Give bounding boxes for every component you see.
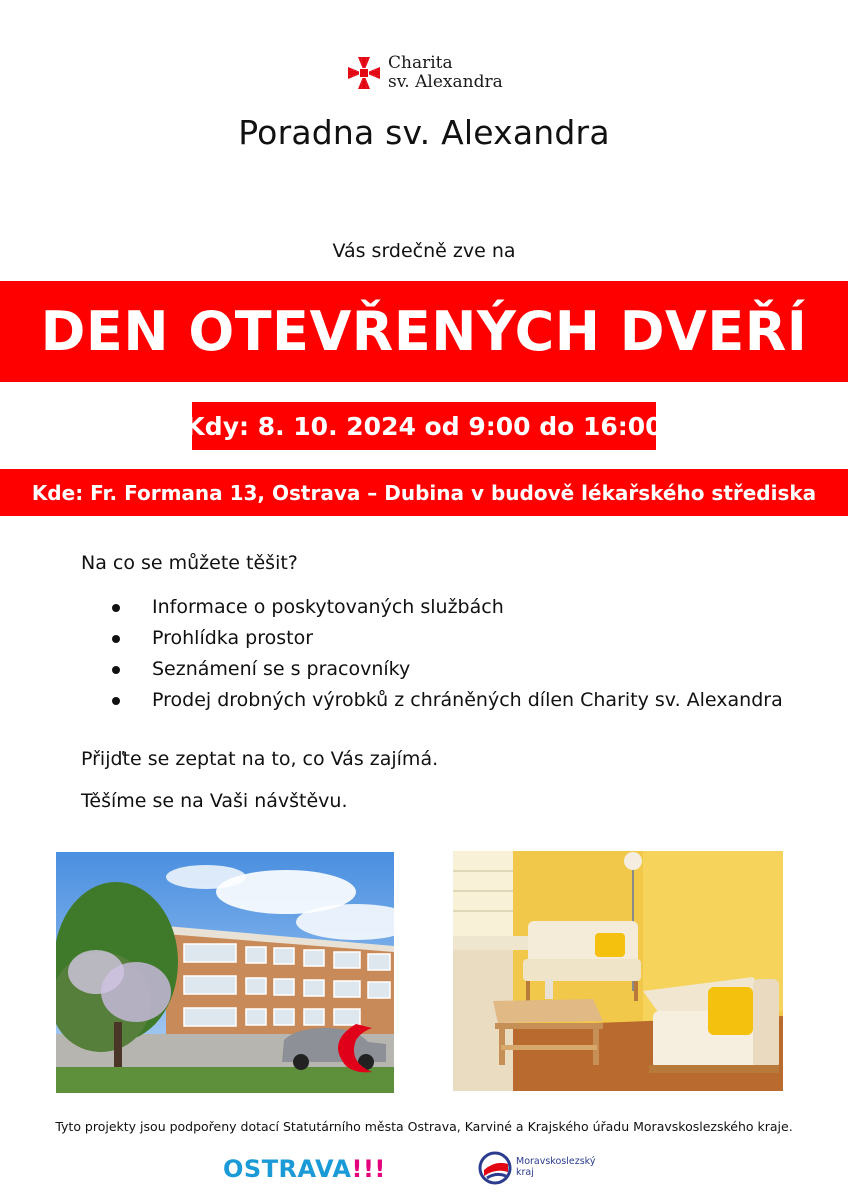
ostrava-logo [223,1155,386,1183]
bullet-icon [112,635,120,643]
ostrava-logo-exclamations: !!! [351,1155,386,1183]
building-photo-image [56,852,394,1093]
list-item: Prohlídka prostor [112,623,783,654]
list-item: Informace o poskytovaných službách [112,592,783,623]
list-item: Prodej drobných výrobků z chráněných dílen Charity sv. Alexandra [112,685,783,716]
where-bar [0,469,848,516]
closing-text-2: Těšíme se na Vaši návštěvu. [81,790,348,812]
closing-text-1: Přijďte se zeptat na to, co Vás zajímá. [81,748,439,770]
organization-title: Poradna sv. Alexandra [238,113,610,152]
interior-photo [453,851,783,1091]
event-location: Kde: Fr. Formana 13, Ostrava – Dubina v budově lékařského střediska [31,480,817,505]
sponsor-note: Tyto projekty jsou podpořeny dotací Statutárního města Ostrava, Karviné a Krajského úřadu Moravskoslezského kraje. [55,1119,793,1134]
msk-region-logo [478,1150,618,1190]
bullet-icon [112,697,120,705]
event-date-time: Kdy: 8. 10. 2024 od 9:00 do 16:00 [185,411,663,441]
logo-line-1: Charita [388,53,453,73]
bullet-icon [112,666,120,674]
event-banner [0,281,848,382]
charita-logo [346,54,516,98]
msk-emblem-icon [478,1150,512,1186]
when-box [185,402,663,450]
program-list [112,592,783,716]
invitation-text: Vás srdečně zve na [332,240,516,262]
building-photo [56,852,394,1093]
msk-logo-text: Moravskoslezský kraj [516,1156,596,1178]
ostrava-logo-text: OSTRAVA [223,1155,352,1183]
event-title: DEN OTEVŘENÝCH DVEŘÍ [40,300,808,363]
interior-photo-image [453,851,783,1091]
bullet-icon [112,604,120,612]
logo-line-2: sv. Alexandra [388,72,503,92]
charita-cross-icon [346,55,382,91]
list-item: Seznámení se s pracovníky [112,654,783,685]
program-intro: Na co se můžete těšit? [81,552,298,574]
charita-logo-text [388,54,503,92]
